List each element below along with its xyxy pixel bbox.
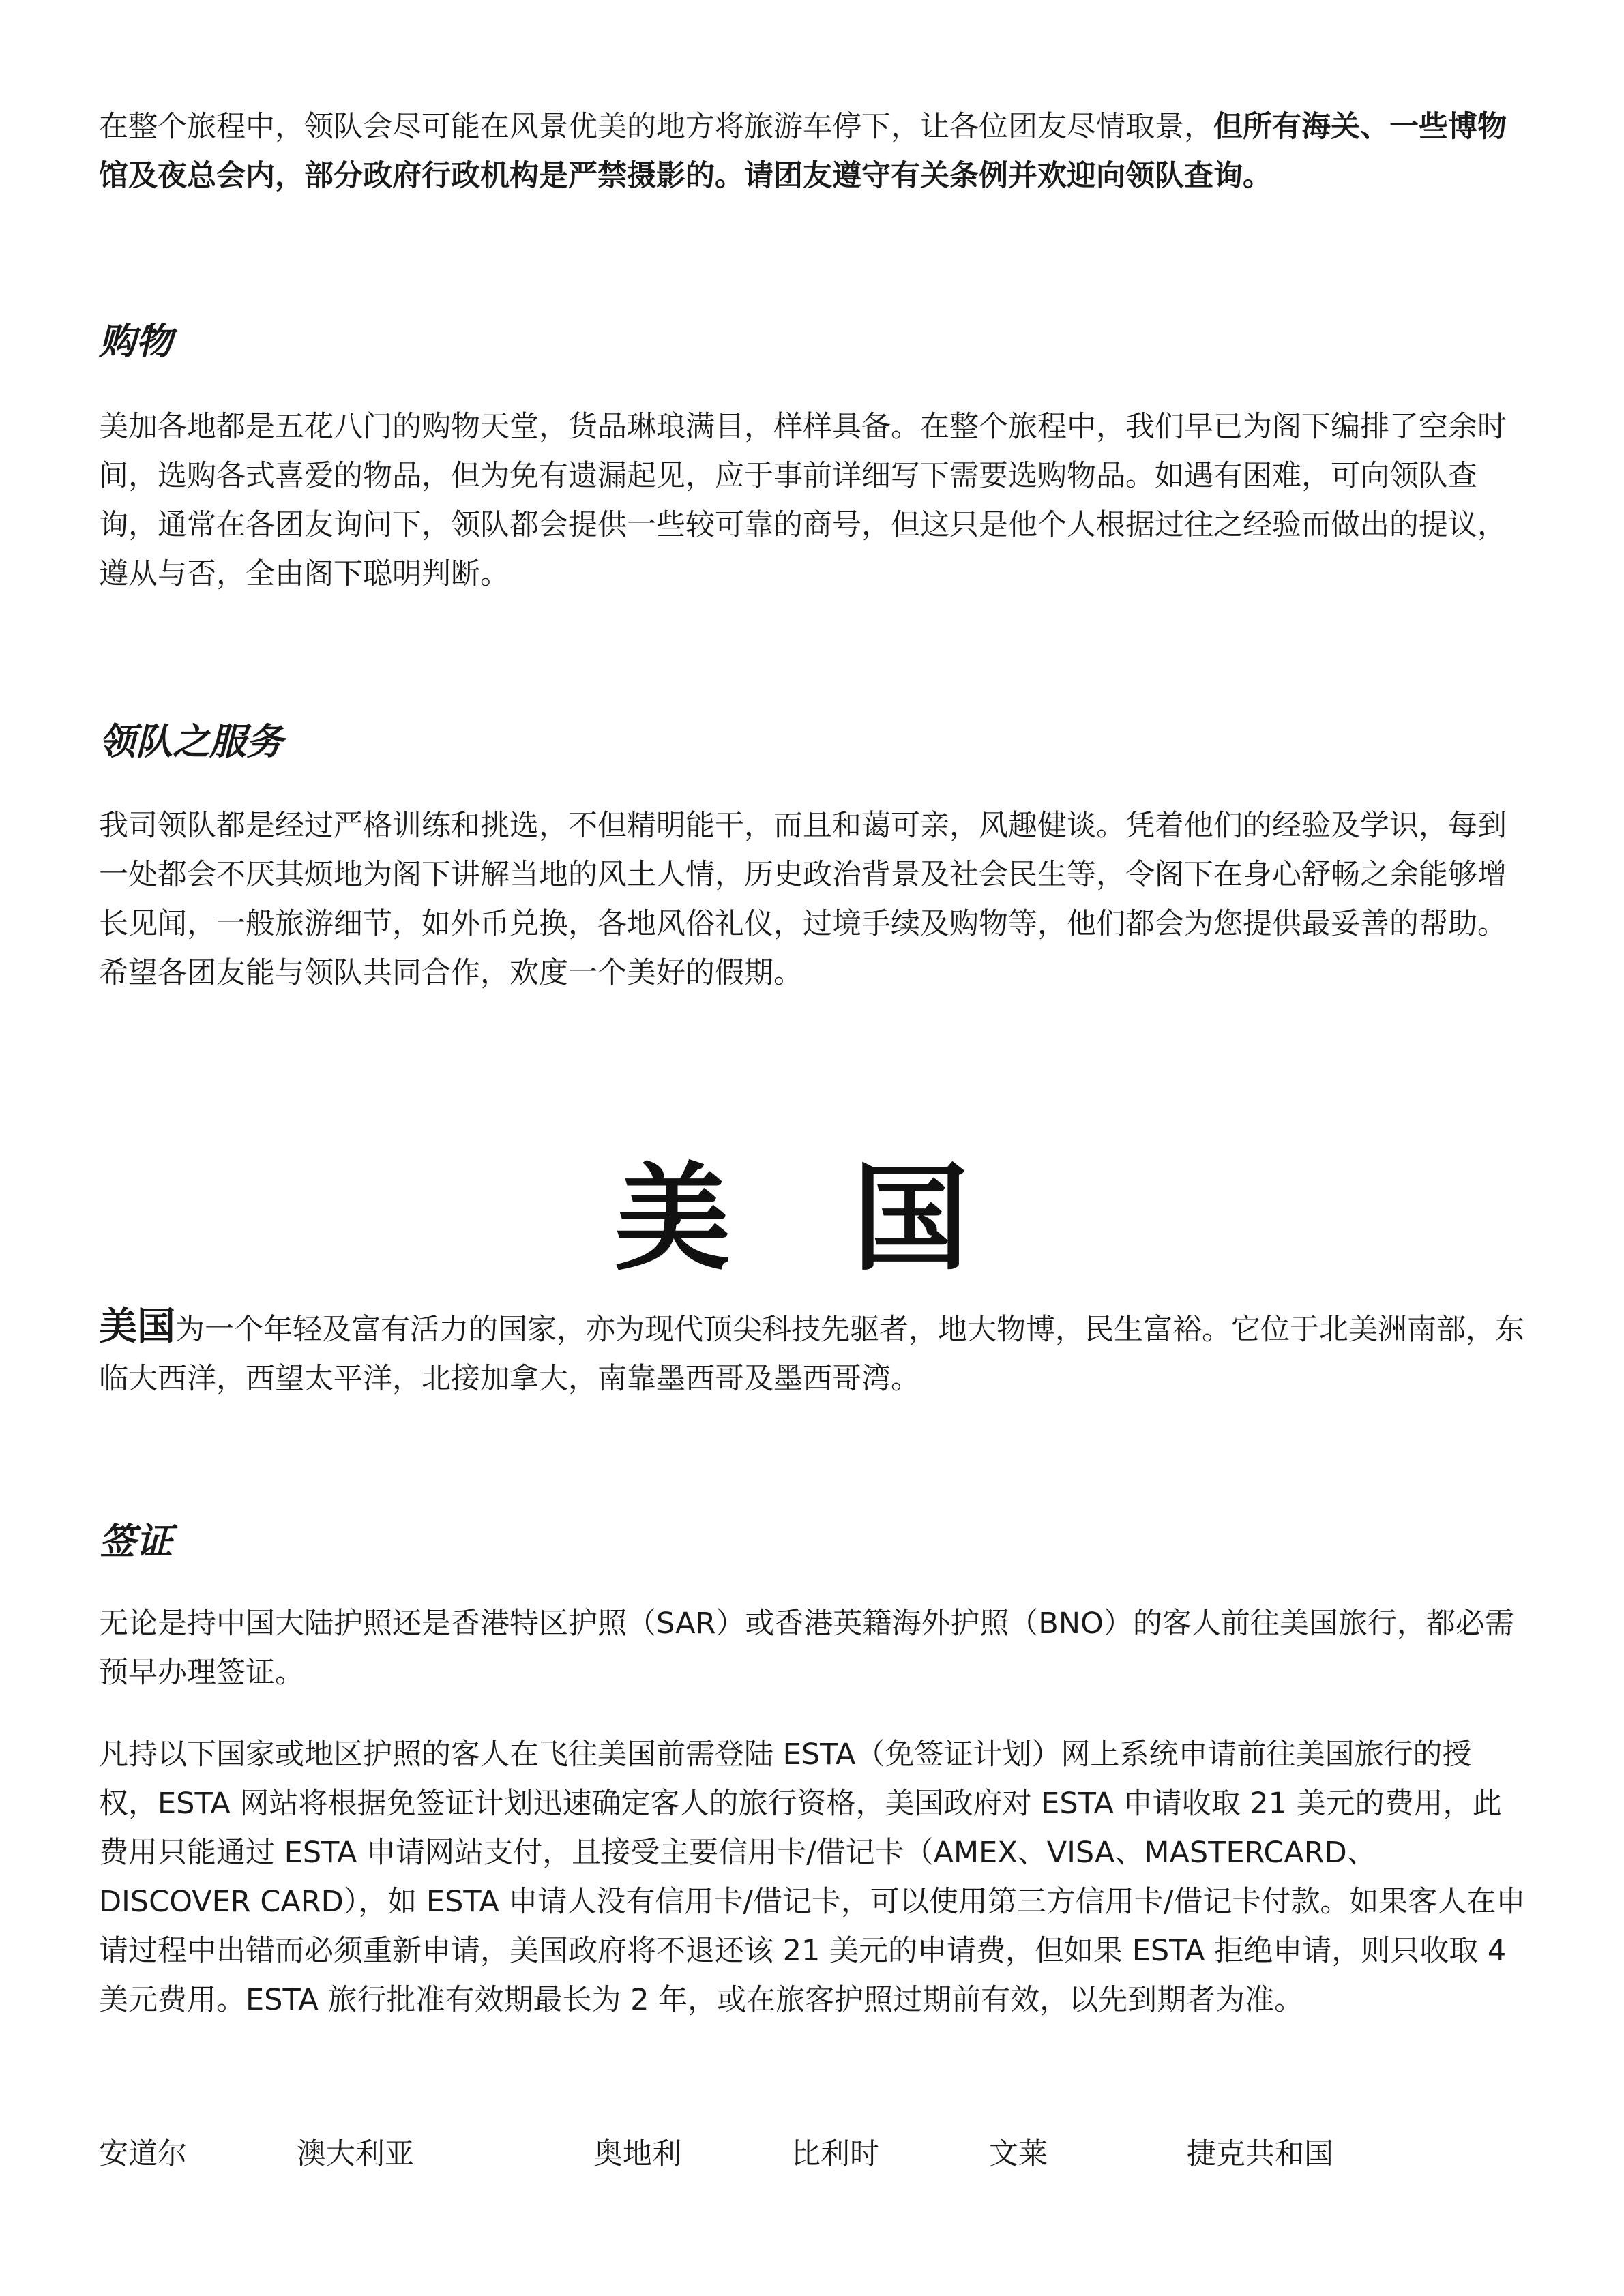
intro-bold-text: 但所有海关、一些博物馆及夜总会内，部分政府行政机构是严禁摄影的。请团友遵守有关条例并欢迎向领队查询。 xyxy=(99,110,1507,193)
country-item: 奥地利 xyxy=(593,2137,681,2171)
country-item: 比利时 xyxy=(791,2137,879,2171)
country-item: 安道尔 xyxy=(99,2137,187,2171)
intro-text: 在整个旅程中，领队会尽可能在风景优美的地方将旅游车停下，让各位团友尽情取景， xyxy=(99,110,1213,144)
intro-paragraph xyxy=(99,102,1528,200)
country-item: 捷克共和国 xyxy=(1187,2137,1333,2171)
visa-paragraph-1: 无论是持中国大陆护照还是香港特区护照（SAR）或香港英籍海外护照（BNO）的客人前往美国旅行，都必需预早办理签证。 xyxy=(99,1607,1514,1690)
service-paragraph: 我司领队都是经过严格训练和挑选，不但精明能干，而且和蔼可亲，风趣健谈。凭着他们的经验及学识，每到一处都会不厌其烦地为阁下讲解当地的风土人情，历史政治背景及社会民生等，令阁下在身心舒畅之余能够增长见闻，一般旅游细节，如外币兑换，各地风俗礼仪，过境手续及购物等，他们都会为您提供最妥善的帮助。希望各团友能与领队共同合作，欢度一个美好的假期。 xyxy=(99,809,1507,990)
country-intro-section xyxy=(99,1302,1528,1403)
intro-section xyxy=(99,102,1528,200)
country-item: 文莱 xyxy=(989,2137,1048,2171)
visa-waiver-country-list xyxy=(0,2130,1624,2178)
visa-esta-section xyxy=(99,1730,1528,2025)
country-intro-paragraph xyxy=(99,1302,1528,1403)
service-section xyxy=(99,801,1528,998)
service-heading: 领队之服务 xyxy=(99,720,283,763)
visa-paragraph-2: 凡持以下国家或地区护照的客人在飞往美国前需登陆 ESTA（免签证计划）网上系统申请前往美国旅行的授权，ESTA 网站将根据免签证计划迅速确定客人的旅行资格，美国政府对 ESTA 申请收取 21 美元的费用，此费用只能通过 ESTA 申请网站支付，且接受主要信用卡/借记卡（AMEX、VISA、MASTERCARD、DISCOVER CARD），如 ESTA 申请人没有信用卡/借记卡，可以使用第三方信用卡/借记卡付款。如果客人在申请过程中出错而必须重新申请，美国政府将不退还该 21 美元的申请费，但如果 ESTA 拒绝申请，则只收取 4 美元费用。ESTA 旅行批准有效期最长为 2 年，或在旅客护照过期前有效，以先到期者为准。 xyxy=(99,1738,1526,2017)
country-title: 美 国 xyxy=(614,1152,1010,1287)
shopping-heading: 购物 xyxy=(99,320,173,363)
country-lead-word: 美国 xyxy=(99,1304,175,1349)
country-intro-text: 为一个年轻及富有活力的国家，亦为现代顶尖科技先驱者，地大物博，民生富裕。它位于北美洲南部，东临大西洋，西望太平洋，北接加拿大，南靠墨西哥及墨西哥湾。 xyxy=(99,1313,1524,1396)
shopping-paragraph: 美加各地都是五花八门的购物天堂，货品琳琅满目，样样具备。在整个旅程中，我们早已为阁下编排了空余时间，选购各式喜爱的物品，但为免有遗漏起见，应于事前详细写下需要选购物品。如遇有困难，可向领队查询，通常在各团友询问下，领队都会提供一些较可靠的商号，但这只是他个人根据过往之经验而做出的提议，遵从与否，全由阁下聪明判断。 xyxy=(99,410,1507,591)
country-item: 澳大利亚 xyxy=(297,2137,414,2171)
visa-section xyxy=(99,1599,1528,1697)
visa-heading: 签证 xyxy=(99,1520,173,1563)
shopping-section xyxy=(99,402,1528,599)
